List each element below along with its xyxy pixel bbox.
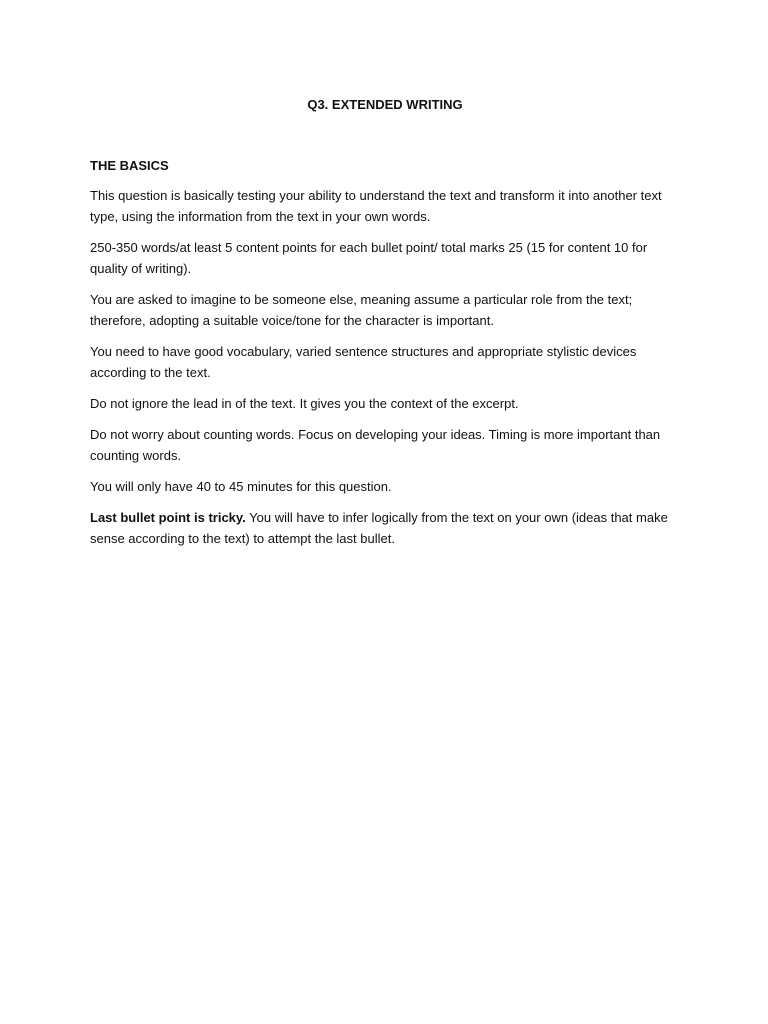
paragraph-counting: Do not worry about counting words. Focus on developing your ideas. Timing is more important than counting words. [90,427,661,463]
section-heading: THE BASICS [90,158,169,173]
paragraph-purpose: This question is basically testing your ability to understand the text and transform it into another text type, using the information from the text in your own words. [90,188,662,224]
document-title: Q3. EXTENDED WRITING [307,97,463,112]
paragraph-role: You are asked to imagine to be someone else, meaning assume a particular role from the text; therefore, adopting a suitable voice/tone for the character is important. [90,292,633,328]
document-body [90,94,680,559]
paragraph-vocabulary: You need to have good vocabulary, varied sentence structures and appropriate stylistic devices according to the text. [90,344,637,380]
paragraph-word-count: 250-350 words/at least 5 content points for each bullet point/ total marks 25 (15 for content 10 for quality of writing). [90,240,648,276]
paragraph-lead-in: Do not ignore the lead in of the text. It gives you the context of the excerpt. [90,396,519,411]
paragraph-timing: You will only have 40 to 45 minutes for this question. [90,479,392,494]
last-bullet-text: You will have to infer logically from the text on your own (ideas that make sense according to the text) to attempt the last bullet. [90,510,668,546]
last-bullet-lead: Last bullet point is tricky. [90,510,246,525]
paragraph-last-bullet [90,507,680,549]
